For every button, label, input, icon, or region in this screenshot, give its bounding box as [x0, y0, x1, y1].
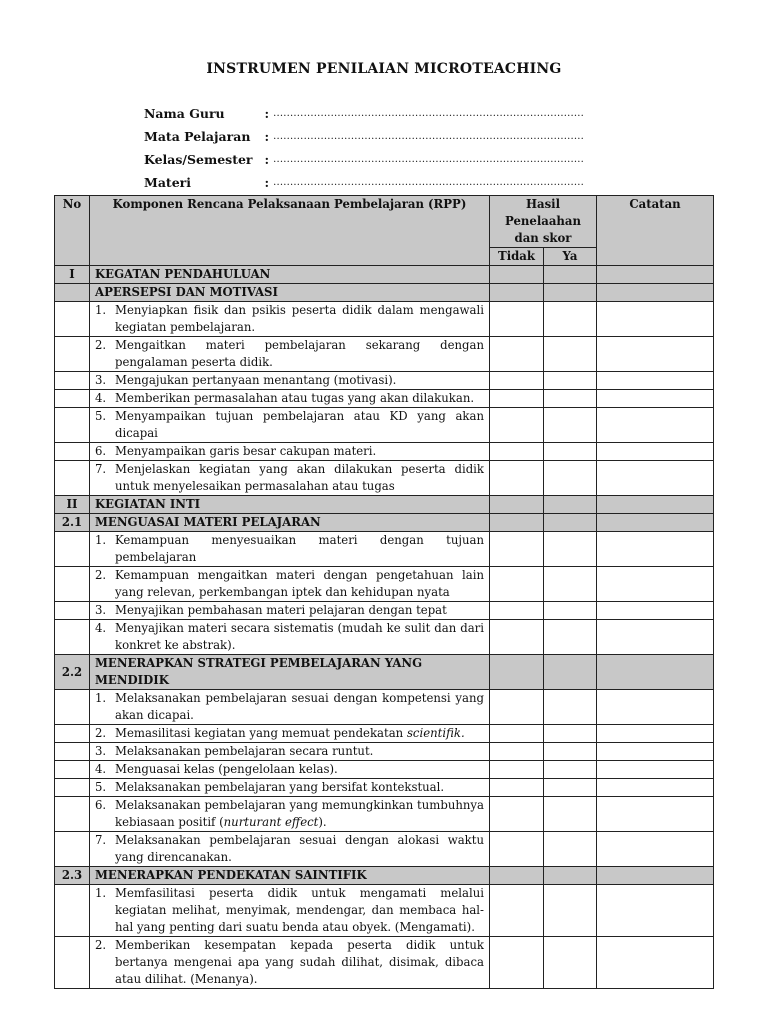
tidak-cell[interactable] [490, 743, 544, 761]
list-item [95, 725, 484, 742]
item-text [115, 885, 484, 936]
ya-cell[interactable] [544, 937, 597, 989]
item-number: 2. [95, 726, 107, 740]
header-tidak: Tidak [490, 248, 544, 266]
section-number: 2.2 [55, 655, 90, 690]
catatan-cell[interactable] [597, 761, 714, 779]
item-number: 4. [95, 621, 107, 635]
table-row [55, 372, 714, 390]
list-item [95, 937, 484, 988]
info-label: Materi [144, 175, 191, 190]
section-number: 2.3 [55, 867, 90, 885]
criterion-cell [90, 797, 490, 832]
row-number-cell [55, 372, 90, 390]
catatan-cell[interactable] [597, 390, 714, 408]
ya-cell[interactable] [544, 443, 597, 461]
list-item [95, 302, 484, 336]
section-tidak-cell [490, 514, 544, 532]
catatan-cell[interactable] [597, 567, 714, 602]
item-text [115, 937, 484, 988]
row-number-cell [55, 937, 90, 989]
criterion-cell [90, 832, 490, 867]
criterion-cell [90, 937, 490, 989]
section-ya-cell [544, 284, 597, 302]
row-number-cell [55, 390, 90, 408]
row-number-cell [55, 832, 90, 867]
criterion-cell [90, 761, 490, 779]
tidak-cell[interactable] [490, 797, 544, 832]
criterion-cell [90, 372, 490, 390]
item-text-main: Menyajikan materi secara sistematis (mudah ke sulit dan dari konkret ke abstrak). [115, 621, 484, 652]
row-number-cell [55, 602, 90, 620]
item-text-main: Melaksanakan pembelajaran sesuai dengan alokasi waktu yang direncanakan. [115, 833, 484, 864]
table-row [55, 937, 714, 989]
item-number: 5. [95, 780, 107, 794]
item-text [115, 779, 484, 796]
item-number: 2. [95, 568, 107, 582]
row-number-cell [55, 302, 90, 337]
item-text-main: Memfasilitasi peserta didik untuk mengamati melalui kegiatan melihat, menyimak, mendengar, dan membaca hal-hal yang penting dari suatu benda atau obyek. (Mengamati). [115, 886, 484, 934]
criterion-cell [90, 779, 490, 797]
section-row [55, 867, 714, 885]
table-header-row [55, 196, 714, 248]
header-hasil: Hasil Penelaahan dan skor [490, 196, 597, 248]
catatan-cell[interactable] [597, 885, 714, 937]
ya-cell[interactable] [544, 337, 597, 372]
list-item [95, 885, 484, 936]
identity-fields [144, 102, 584, 194]
row-number-cell [55, 743, 90, 761]
item-number: 6. [95, 798, 107, 812]
section-tidak-cell [490, 655, 544, 690]
catatan-cell[interactable] [597, 602, 714, 620]
ya-cell[interactable] [544, 690, 597, 725]
list-item [95, 620, 484, 654]
tidak-cell[interactable] [490, 937, 544, 989]
row-number-cell [55, 725, 90, 743]
ya-cell[interactable] [544, 602, 597, 620]
info-colon: : [264, 175, 270, 190]
item-text-main: Memberikan permasalahan atau tugas yang akan dilakukan. [115, 391, 475, 405]
section-tidak-cell [490, 496, 544, 514]
list-item [95, 779, 484, 796]
section-tidak-cell [490, 867, 544, 885]
header-komponen: Komponen Rencana Pelaksanaan Pembelajaran (RPP) [90, 196, 490, 266]
section-catatan-cell [597, 496, 714, 514]
table-row [55, 461, 714, 496]
table-row [55, 620, 714, 655]
catatan-cell[interactable] [597, 532, 714, 567]
item-number: 3. [95, 603, 107, 617]
table-row [55, 725, 714, 743]
row-number-cell [55, 408, 90, 443]
section-title: KEGATAN PENDAHULUAN [90, 266, 490, 284]
catatan-cell[interactable] [597, 797, 714, 832]
list-item [95, 567, 484, 601]
item-number: 4. [95, 391, 107, 405]
table-row [55, 761, 714, 779]
item-text [115, 832, 484, 866]
section-row [55, 514, 714, 532]
tidak-cell[interactable] [490, 602, 544, 620]
table-row [55, 408, 714, 443]
catatan-cell[interactable] [597, 461, 714, 496]
criterion-cell [90, 620, 490, 655]
item-text-main: Memberikan kesempatan kepada peserta didik untuk bertanya mengenai apa yang sudah dilihat, disimak, dibaca atau dilihat. (Menanya). [115, 938, 484, 986]
table-row [55, 690, 714, 725]
criterion-cell [90, 443, 490, 461]
item-text-main: Melaksanakan pembelajaran yang bersifat kontekstual. [115, 780, 445, 794]
item-text-main: Kemampuan menyesuaikan materi dengan tujuan pembelajaran [115, 533, 484, 564]
tidak-cell[interactable] [490, 620, 544, 655]
item-text [115, 337, 484, 371]
item-text-main: Mengajukan pertanyaan menantang (motivasi). [115, 373, 397, 387]
section-catatan-cell [597, 284, 714, 302]
section-number: I [55, 266, 90, 284]
ya-cell[interactable] [544, 461, 597, 496]
table-row [55, 532, 714, 567]
table-row [55, 779, 714, 797]
section-title: MENERAPKAN STRATEGI PEMBELAJARAN YANG MENDIDIK [90, 655, 490, 690]
ya-cell[interactable] [544, 302, 597, 337]
tidak-cell[interactable] [490, 761, 544, 779]
item-number: 4. [95, 762, 107, 776]
header-ya: Ya [544, 248, 597, 266]
section-ya-cell [544, 266, 597, 284]
tidak-cell[interactable] [490, 337, 544, 372]
item-text-main: Memasilitasi kegiatan yang memuat pendekatan [115, 726, 404, 740]
table-row [55, 302, 714, 337]
row-number-cell [55, 885, 90, 937]
item-number: 3. [95, 744, 107, 758]
catatan-cell[interactable] [597, 743, 714, 761]
catatan-cell[interactable] [597, 372, 714, 390]
info-row-kelas-semester [144, 148, 584, 171]
ya-cell[interactable] [544, 372, 597, 390]
item-text-main: Menjelaskan kegiatan yang akan dilakukan peserta didik untuk menyelesaikan permasalahan atau tugas [115, 462, 484, 493]
criterion-cell [90, 567, 490, 602]
item-number: 1. [95, 886, 107, 900]
ya-cell[interactable] [544, 832, 597, 867]
section-catatan-cell [597, 655, 714, 690]
info-colon: : [264, 129, 270, 144]
catatan-cell[interactable] [597, 337, 714, 372]
item-text-italic: nurturant effect [223, 815, 319, 829]
item-text [115, 761, 484, 778]
row-number-cell [55, 779, 90, 797]
section-ya-cell [544, 867, 597, 885]
criterion-cell [90, 408, 490, 443]
info-row-mata-pelajaran [144, 125, 584, 148]
criterion-cell [90, 390, 490, 408]
item-text [115, 461, 484, 495]
table-row [55, 443, 714, 461]
table-row [55, 885, 714, 937]
row-number-cell [55, 443, 90, 461]
info-row-materi [144, 171, 584, 194]
table-row [55, 602, 714, 620]
list-item [95, 602, 484, 619]
list-item [95, 372, 484, 389]
info-label: Nama Guru [144, 106, 225, 121]
table-row [55, 337, 714, 372]
list-item [95, 761, 484, 778]
section-title: APERSEPSI DAN MOTIVASI [90, 284, 490, 302]
tidak-cell[interactable] [490, 725, 544, 743]
section-number [55, 284, 90, 302]
header-catatan: Catatan [597, 196, 714, 266]
table-row [55, 832, 714, 867]
item-number: 5. [95, 409, 107, 423]
ya-cell[interactable] [544, 761, 597, 779]
table-row [55, 390, 714, 408]
criterion-cell [90, 532, 490, 567]
criterion-cell [90, 302, 490, 337]
info-colon: : [264, 106, 270, 121]
tidak-cell[interactable] [490, 532, 544, 567]
header-no: No [55, 196, 90, 266]
list-item [95, 408, 484, 442]
section-number: II [55, 496, 90, 514]
criterion-cell [90, 725, 490, 743]
section-row [55, 266, 714, 284]
item-text-main: Mengaitkan materi pembelajaran sekarang dengan pengalaman peserta didik. [115, 338, 484, 369]
item-text-main: Melaksanakan pembelajaran secara runtut. [115, 744, 374, 758]
row-number-cell [55, 532, 90, 567]
row-number-cell [55, 797, 90, 832]
tidak-cell[interactable] [490, 885, 544, 937]
item-text [115, 408, 484, 442]
tidak-cell[interactable] [490, 408, 544, 443]
tidak-cell[interactable] [490, 461, 544, 496]
table-row [55, 743, 714, 761]
row-number-cell [55, 567, 90, 602]
item-text [115, 532, 484, 566]
ya-cell[interactable] [544, 797, 597, 832]
info-row-nama-guru [144, 102, 584, 125]
list-item [95, 832, 484, 866]
item-text [115, 443, 484, 460]
section-tidak-cell [490, 266, 544, 284]
item-text [115, 620, 484, 654]
catatan-cell[interactable] [597, 408, 714, 443]
item-number: 7. [95, 462, 107, 476]
section-row [55, 655, 714, 690]
section-number: 2.1 [55, 514, 90, 532]
list-item [95, 461, 484, 495]
catatan-cell[interactable] [597, 620, 714, 655]
tidak-cell[interactable] [490, 372, 544, 390]
ya-cell[interactable] [544, 885, 597, 937]
info-value-dots: ............................................................................................ [273, 108, 584, 119]
section-ya-cell [544, 514, 597, 532]
list-item [95, 797, 484, 831]
item-text [115, 743, 484, 760]
tidak-cell[interactable] [490, 779, 544, 797]
criterion-cell [90, 690, 490, 725]
item-text-tail: ). [318, 815, 327, 829]
list-item [95, 337, 484, 371]
row-number-cell [55, 337, 90, 372]
info-label: Mata Pelajaran [144, 129, 251, 144]
ya-cell[interactable] [544, 620, 597, 655]
info-colon: : [264, 152, 270, 167]
section-catatan-cell [597, 514, 714, 532]
row-number-cell [55, 761, 90, 779]
ya-cell[interactable] [544, 567, 597, 602]
list-item [95, 443, 484, 460]
item-text-main: Melaksanakan pembelajaran sesuai dengan kompetensi yang akan dicapai. [115, 691, 484, 722]
item-number: 1. [95, 533, 107, 547]
table-row [55, 567, 714, 602]
tidak-cell[interactable] [490, 690, 544, 725]
item-text [115, 797, 484, 831]
section-catatan-cell [597, 266, 714, 284]
item-text-italic: scientifik. [406, 726, 465, 740]
item-text [115, 567, 484, 601]
criterion-cell [90, 743, 490, 761]
catatan-cell[interactable] [597, 725, 714, 743]
catatan-cell[interactable] [597, 302, 714, 337]
section-title: KEGIATAN INTI [90, 496, 490, 514]
info-value-dots: ............................................................................................ [273, 177, 584, 188]
list-item [95, 743, 484, 760]
item-number: 3. [95, 373, 107, 387]
item-number: 2. [95, 338, 107, 352]
section-tidak-cell [490, 284, 544, 302]
section-ya-cell [544, 655, 597, 690]
tidak-cell[interactable] [490, 443, 544, 461]
list-item [95, 690, 484, 724]
row-number-cell [55, 690, 90, 725]
item-number: 1. [95, 303, 107, 317]
section-row [55, 284, 714, 302]
item-text-main: Melaksanakan pembelajaran yang memungkinkan tumbuhnya kebiasaan positif ( [115, 798, 484, 829]
row-number-cell [55, 620, 90, 655]
section-title: MENGUASAI MATERI PELAJARAN [90, 514, 490, 532]
item-text-main: Menguasai kelas (pengelolaan kelas). [115, 762, 338, 776]
item-number: 1. [95, 691, 107, 705]
item-text-main: Menyajikan pembahasan materi pelajaran dengan tepat [115, 603, 447, 617]
list-item [95, 390, 484, 407]
page-title: INSTRUMEN PENILAIAN MICROTEACHING [206, 61, 562, 77]
item-number: 2. [95, 938, 107, 952]
assessment-table [54, 195, 714, 989]
criterion-cell [90, 602, 490, 620]
tidak-cell[interactable] [490, 302, 544, 337]
item-text [115, 602, 484, 619]
table-row [55, 797, 714, 832]
ya-cell[interactable] [544, 743, 597, 761]
table-body [55, 266, 714, 989]
section-catatan-cell [597, 867, 714, 885]
ya-cell[interactable] [544, 779, 597, 797]
catatan-cell[interactable] [597, 832, 714, 867]
item-text [115, 690, 484, 724]
item-text-main: Menyampaikan tujuan pembelajaran atau KD yang akan dicapai [115, 409, 484, 440]
item-number: 7. [95, 833, 107, 847]
item-text [115, 390, 484, 407]
criterion-cell [90, 337, 490, 372]
ya-cell[interactable] [544, 390, 597, 408]
tidak-cell[interactable] [490, 567, 544, 602]
item-text [115, 725, 484, 742]
section-title: MENERAPKAN PENDEKATAN SAINTIFIK [90, 867, 490, 885]
ya-cell[interactable] [544, 725, 597, 743]
item-text-main: Kemampuan mengaitkan materi dengan pengetahuan lain yang relevan, perkembangan iptek dan kehidupan nyata [115, 568, 484, 599]
catatan-cell[interactable] [597, 690, 714, 725]
item-text [115, 372, 484, 389]
item-text-main: Menyampaikan garis besar cakupan materi. [115, 444, 377, 458]
item-number: 6. [95, 444, 107, 458]
catatan-cell[interactable] [597, 443, 714, 461]
list-item [95, 532, 484, 566]
section-row [55, 496, 714, 514]
ya-cell[interactable] [544, 532, 597, 567]
tidak-cell[interactable] [490, 832, 544, 867]
info-label: Kelas/Semester [144, 152, 253, 167]
info-value-dots: ............................................................................................ [273, 131, 584, 142]
item-text [115, 302, 484, 336]
row-number-cell [55, 461, 90, 496]
section-ya-cell [544, 496, 597, 514]
ya-cell[interactable] [544, 408, 597, 443]
catatan-cell[interactable] [597, 937, 714, 989]
item-text-main: Menyiapkan fisik dan psikis peserta didik dalam mengawali kegiatan pembelajaran. [115, 303, 484, 334]
tidak-cell[interactable] [490, 390, 544, 408]
criterion-cell [90, 885, 490, 937]
catatan-cell[interactable] [597, 779, 714, 797]
info-value-dots: ............................................................................................ [273, 154, 584, 165]
criterion-cell [90, 461, 490, 496]
